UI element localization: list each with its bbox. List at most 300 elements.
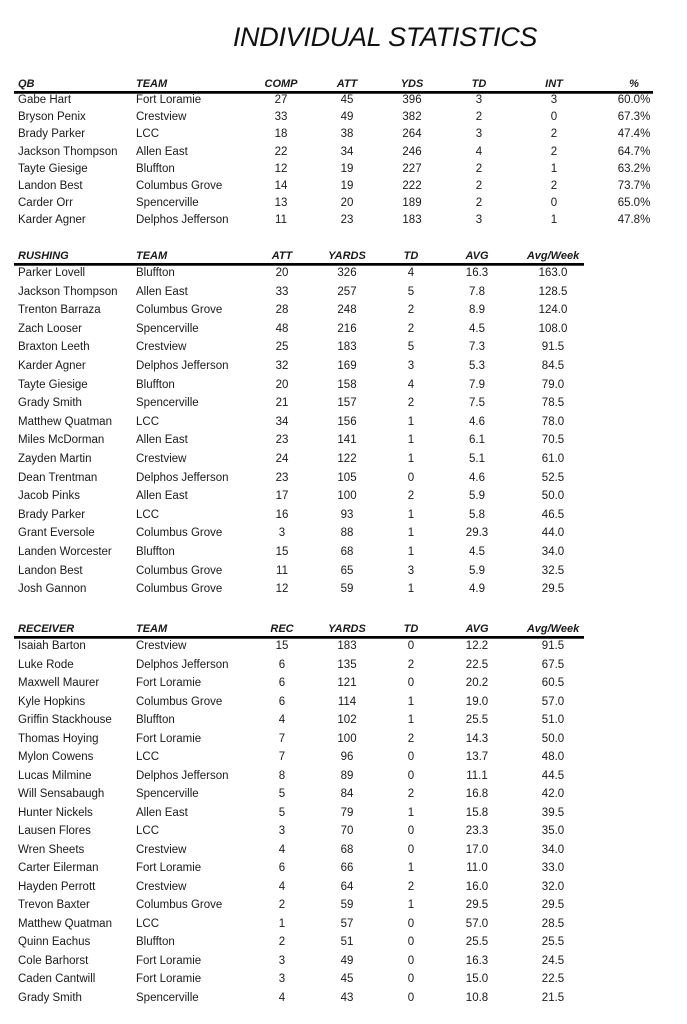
column-header: RUSHING bbox=[18, 250, 69, 262]
player-name: Brady Parker bbox=[18, 508, 86, 521]
stat-value: 89 bbox=[340, 769, 354, 782]
player-name: Hayden Perrott bbox=[18, 880, 96, 893]
stat-value: 78.5 bbox=[541, 397, 565, 410]
team-name: Columbus Grove bbox=[136, 695, 223, 708]
stat-value: 45 bbox=[340, 94, 354, 106]
stat-value: 0 bbox=[407, 936, 415, 948]
team-name: Allen East bbox=[136, 490, 188, 503]
stat-value: 15.0 bbox=[465, 973, 489, 985]
stat-value: 70.5 bbox=[541, 434, 565, 447]
team-name: Crestview bbox=[136, 880, 187, 893]
stat-value: 248 bbox=[337, 304, 357, 317]
stat-value: 1 bbox=[407, 527, 415, 540]
stat-value: 93 bbox=[340, 508, 354, 521]
stat-value: 70 bbox=[340, 825, 354, 837]
stat-value: 65.0% bbox=[617, 197, 651, 210]
player-name: Grady Smith bbox=[18, 991, 82, 1004]
stat-value: 264 bbox=[402, 128, 422, 141]
stat-value: 4 bbox=[407, 378, 415, 391]
player-name: Wren Sheets bbox=[18, 843, 85, 856]
stat-value: 21 bbox=[275, 397, 289, 410]
stat-value: 0 bbox=[407, 471, 415, 484]
stat-value: 25.5 bbox=[465, 714, 489, 726]
stat-value: 39.5 bbox=[541, 806, 565, 819]
column-header: INT bbox=[545, 78, 563, 90]
stat-value: 0 bbox=[407, 917, 415, 930]
stat-value: 1 bbox=[407, 508, 415, 521]
stat-value: 1 bbox=[407, 434, 415, 447]
player-name: Griffin Stackhouse bbox=[18, 714, 112, 726]
stat-value: 43 bbox=[340, 991, 354, 1004]
stat-value: 102 bbox=[337, 714, 357, 726]
stat-value: 163.0 bbox=[538, 267, 568, 279]
team-name: Columbus Grove bbox=[136, 304, 223, 317]
column-header: TD bbox=[471, 78, 487, 90]
player-name: Grady Smith bbox=[18, 397, 82, 410]
stat-value: 183 bbox=[402, 214, 422, 227]
stat-value: 57 bbox=[340, 917, 354, 930]
stat-value: 7 bbox=[278, 751, 286, 763]
player-name: Quinn Eachus bbox=[18, 936, 91, 948]
stat-value: 57.0 bbox=[541, 695, 565, 708]
player-name: Jackson Thompson bbox=[18, 145, 118, 158]
stat-value: 1 bbox=[407, 583, 415, 596]
player-name: Jacob Pinks bbox=[18, 490, 81, 503]
stat-value: 5.3 bbox=[469, 359, 485, 372]
stat-value: 73.7% bbox=[617, 179, 651, 192]
stat-value: 14.3 bbox=[465, 732, 489, 745]
stat-value: 4.6 bbox=[469, 471, 485, 484]
player-name: Luke Rode bbox=[18, 658, 74, 671]
stat-value: 0 bbox=[407, 677, 415, 689]
stat-value: 5 bbox=[407, 341, 415, 354]
stat-value: 257 bbox=[337, 285, 357, 298]
stat-value: 27 bbox=[274, 94, 288, 106]
column-header: Avg/Week bbox=[526, 623, 580, 635]
stat-value: 67.3% bbox=[617, 111, 651, 124]
stat-value: 2 bbox=[407, 322, 415, 335]
stat-value: 4 bbox=[407, 267, 415, 279]
stat-value: 0 bbox=[407, 751, 415, 763]
stat-value: 19 bbox=[340, 179, 354, 192]
team-name: LCC bbox=[136, 825, 160, 837]
stat-value: 0 bbox=[550, 111, 558, 124]
stat-value: 59 bbox=[340, 899, 354, 911]
player-name: Kyle Hopkins bbox=[18, 695, 86, 708]
stat-value: 8 bbox=[278, 769, 286, 782]
stat-value: 122 bbox=[337, 452, 357, 465]
stat-value: 15.8 bbox=[465, 806, 489, 819]
stat-value: 84.5 bbox=[541, 359, 565, 372]
stat-value: 11 bbox=[276, 564, 288, 577]
stat-value: 47.4% bbox=[617, 128, 651, 141]
stat-value: 20 bbox=[340, 197, 354, 210]
team-name: Delphos Jefferson bbox=[136, 214, 229, 227]
stat-value: 2 bbox=[550, 179, 558, 192]
stat-value: 2 bbox=[475, 179, 483, 192]
stat-value: 64 bbox=[340, 880, 354, 893]
stat-value: 183 bbox=[337, 640, 357, 652]
stat-value: 57.0 bbox=[465, 917, 489, 930]
stat-value: 11.1 bbox=[466, 769, 488, 782]
stat-value: 3 bbox=[407, 359, 415, 372]
stat-value: 60.5 bbox=[541, 677, 565, 689]
player-name: Landon Best bbox=[18, 564, 83, 577]
player-name: Trevon Baxter bbox=[18, 899, 90, 911]
stat-value: 34.0 bbox=[541, 843, 565, 856]
stat-value: 2 bbox=[550, 128, 558, 141]
team-name: Delphos Jefferson bbox=[136, 769, 229, 782]
stat-value: 2 bbox=[407, 304, 415, 317]
stat-value: 32.5 bbox=[541, 564, 565, 577]
player-name: Zach Looser bbox=[18, 322, 82, 335]
stat-value: 3 bbox=[278, 973, 286, 985]
player-name: Parker Lovell bbox=[18, 267, 86, 279]
stat-value: 0 bbox=[407, 769, 415, 782]
stat-value: 48.0 bbox=[541, 751, 565, 763]
stat-value: 24 bbox=[275, 452, 289, 465]
team-name: Allen East bbox=[136, 285, 188, 298]
stat-value: 16 bbox=[275, 508, 289, 521]
stat-value: 68 bbox=[340, 843, 354, 856]
stat-value: 6 bbox=[278, 695, 286, 708]
team-name: Spencerville bbox=[136, 788, 199, 800]
stat-value: 3 bbox=[278, 954, 286, 967]
team-name: Bluffton bbox=[136, 936, 175, 948]
team-name: Delphos Jefferson bbox=[136, 359, 229, 372]
stat-value: 246 bbox=[402, 145, 422, 158]
stat-value: 1 bbox=[407, 714, 415, 726]
stat-value: 1 bbox=[550, 162, 558, 175]
team-name: LCC bbox=[136, 508, 160, 521]
stat-value: 227 bbox=[402, 162, 422, 175]
player-name: Will Sensabaugh bbox=[18, 788, 105, 800]
team-name: Fort Loramie bbox=[136, 732, 202, 745]
stat-value: 24.5 bbox=[541, 954, 565, 967]
stat-value: 4.5 bbox=[469, 322, 485, 335]
stat-value: 2 bbox=[475, 111, 483, 124]
stat-value: 1 bbox=[407, 862, 415, 874]
player-name: Matthew Quatman bbox=[18, 415, 112, 428]
stat-value: 33 bbox=[274, 111, 288, 124]
stat-value: 25 bbox=[275, 341, 289, 354]
column-header: TD bbox=[403, 623, 419, 635]
stat-value: 20 bbox=[275, 378, 289, 391]
stat-value: 100 bbox=[337, 732, 357, 745]
stat-value: 3 bbox=[475, 94, 483, 106]
stat-value: 382 bbox=[402, 111, 422, 124]
stat-value: 23.3 bbox=[465, 825, 489, 837]
stat-value: 19.0 bbox=[465, 695, 489, 708]
stat-value: 2 bbox=[407, 490, 415, 503]
stat-value: 17.0 bbox=[465, 843, 489, 856]
player-name: Carter Eilerman bbox=[18, 862, 99, 874]
team-name: Allen East bbox=[136, 806, 188, 819]
stat-value: 2 bbox=[278, 899, 286, 911]
team-name: LCC bbox=[136, 917, 160, 930]
stat-value: 47.8% bbox=[617, 214, 651, 227]
stat-value: 23 bbox=[275, 471, 289, 484]
column-header: % bbox=[629, 78, 639, 90]
team-name: Bluffton bbox=[136, 267, 175, 279]
stat-value: 50.0 bbox=[541, 732, 565, 745]
stat-value: 16.3 bbox=[465, 267, 489, 279]
player-name: Isaiah Barton bbox=[18, 640, 86, 652]
stat-value: 46.5 bbox=[541, 508, 565, 521]
stat-value: 50.0 bbox=[541, 490, 565, 503]
stat-value: 100 bbox=[337, 490, 357, 503]
column-header: RECEIVER bbox=[18, 623, 75, 635]
team-name: Fort Loramie bbox=[136, 862, 202, 874]
team-name: Crestview bbox=[136, 843, 187, 856]
player-name: Gabe Hart bbox=[18, 94, 72, 106]
column-header: YARDS bbox=[328, 623, 366, 635]
stat-value: 79.0 bbox=[541, 378, 565, 391]
stat-value: 4.9 bbox=[469, 583, 485, 596]
player-name: Braxton Leeth bbox=[18, 341, 90, 354]
player-name: Dean Trentman bbox=[18, 471, 98, 484]
stat-value: 25.5 bbox=[541, 936, 565, 948]
player-name: Tayte Giesige bbox=[18, 378, 88, 391]
stat-value: 16.0 bbox=[465, 880, 489, 893]
player-name: Mylon Cowens bbox=[18, 751, 94, 763]
stat-value: 3 bbox=[475, 214, 483, 227]
stat-value: 7.9 bbox=[469, 378, 485, 391]
stat-value: 59 bbox=[340, 583, 354, 596]
stat-value: 0 bbox=[407, 954, 415, 967]
stat-value: 1 bbox=[407, 545, 415, 558]
stat-value: 2 bbox=[407, 880, 415, 893]
team-name: Columbus Grove bbox=[136, 527, 223, 540]
stat-value: 0 bbox=[407, 825, 415, 837]
team-name: Columbus Grove bbox=[136, 583, 223, 596]
player-name: Landen Worcester bbox=[18, 545, 112, 558]
stat-value: 2 bbox=[550, 145, 558, 158]
stat-value: 189 bbox=[402, 197, 422, 210]
stat-value: 3 bbox=[278, 527, 286, 540]
player-name: Jackson Thompson bbox=[18, 285, 118, 298]
column-header: QB bbox=[18, 78, 35, 90]
stat-value: 29.5 bbox=[541, 583, 565, 596]
player-name: Lucas Milmine bbox=[18, 769, 92, 782]
team-name: Fort Loramie bbox=[136, 94, 202, 106]
column-header: YDS bbox=[400, 78, 424, 90]
stat-value: 44.5 bbox=[541, 769, 565, 782]
team-name: Columbus Grove bbox=[136, 179, 223, 192]
stat-value: 1 bbox=[407, 415, 415, 428]
stat-value: 49 bbox=[340, 954, 354, 967]
stat-value: 68 bbox=[340, 545, 354, 558]
column-header: TEAM bbox=[136, 250, 168, 262]
team-name: LCC bbox=[136, 415, 160, 428]
stat-value: 34 bbox=[275, 415, 289, 428]
header-divider bbox=[14, 263, 584, 266]
stat-value: 4 bbox=[278, 991, 286, 1004]
stat-value: 2 bbox=[407, 397, 415, 410]
stat-value: 396 bbox=[402, 94, 422, 106]
stat-value: 96 bbox=[340, 751, 354, 763]
player-name: Cole Barhorst bbox=[18, 954, 89, 967]
column-header: ATT bbox=[336, 78, 358, 90]
stat-value: 20.2 bbox=[465, 677, 489, 689]
stat-value: 128.5 bbox=[538, 285, 568, 298]
team-name: Allen East bbox=[136, 434, 188, 447]
team-name: Bluffton bbox=[136, 714, 175, 726]
player-name: Caden Cantwill bbox=[18, 973, 96, 985]
stat-value: 3 bbox=[278, 825, 286, 837]
stat-value: 4 bbox=[278, 880, 286, 893]
team-name: Crestview bbox=[136, 640, 187, 652]
stat-value: 91.5 bbox=[541, 640, 565, 652]
stat-value: 22 bbox=[274, 145, 288, 158]
team-name: Columbus Grove bbox=[136, 564, 223, 577]
stat-value: 4 bbox=[475, 145, 483, 158]
stat-value: 6 bbox=[278, 862, 286, 874]
stat-value: 22.5 bbox=[465, 658, 489, 671]
column-header: Avg/Week bbox=[526, 250, 580, 262]
stat-value: 78.0 bbox=[541, 415, 565, 428]
stat-value: 65 bbox=[340, 564, 354, 577]
stat-value: 1 bbox=[278, 917, 286, 930]
column-header: ATT bbox=[271, 250, 293, 262]
stat-value: 1 bbox=[407, 806, 415, 819]
stat-value: 6 bbox=[278, 658, 286, 671]
stat-value: 216 bbox=[337, 322, 357, 335]
stat-value: 66 bbox=[340, 862, 354, 874]
stat-value: 5 bbox=[278, 806, 286, 819]
stat-value: 4 bbox=[278, 843, 286, 856]
player-name: Trenton Barraza bbox=[18, 304, 101, 317]
player-name: Lausen Flores bbox=[18, 825, 91, 837]
stat-value: 38 bbox=[340, 128, 354, 141]
player-name: Brady Parker bbox=[18, 128, 86, 141]
stat-value: 52.5 bbox=[541, 471, 565, 484]
stat-value: 183 bbox=[337, 341, 357, 354]
team-name: Crestview bbox=[136, 452, 187, 465]
stat-value: 2 bbox=[475, 162, 483, 175]
stat-value: 18 bbox=[274, 128, 288, 141]
stat-value: 7 bbox=[278, 732, 286, 745]
player-name: Carder Orr bbox=[18, 197, 73, 210]
column-header: COMP bbox=[264, 78, 298, 90]
stat-value: 6 bbox=[278, 677, 286, 689]
team-name: Bluffton bbox=[136, 378, 175, 391]
stat-value: 326 bbox=[337, 267, 357, 279]
stat-value: 5.8 bbox=[469, 508, 485, 521]
team-name: Spencerville bbox=[136, 991, 199, 1004]
stat-value: 28.5 bbox=[541, 917, 565, 930]
stat-value: 4 bbox=[278, 714, 286, 726]
header-divider bbox=[14, 636, 584, 639]
stat-value: 108.0 bbox=[538, 322, 568, 335]
column-header: TEAM bbox=[136, 78, 168, 90]
stat-value: 8.9 bbox=[469, 304, 485, 317]
stat-value: 64.7% bbox=[617, 145, 651, 158]
stat-value: 17 bbox=[275, 490, 289, 503]
player-name: Landon Best bbox=[18, 179, 83, 192]
stat-value: 0 bbox=[550, 197, 558, 210]
stat-value: 33.0 bbox=[541, 862, 565, 874]
stat-value: 51.0 bbox=[541, 714, 565, 726]
stat-value: 16.3 bbox=[465, 954, 489, 967]
column-header: TD bbox=[403, 250, 419, 262]
column-header: AVG bbox=[465, 250, 489, 262]
stat-value: 7.3 bbox=[469, 341, 485, 354]
stat-value: 0 bbox=[407, 640, 415, 652]
player-name: Bryson Penix bbox=[18, 111, 86, 124]
team-name: Allen East bbox=[136, 145, 188, 158]
stat-value: 169 bbox=[337, 359, 357, 372]
team-name: LCC bbox=[136, 128, 160, 141]
stat-value: 13 bbox=[274, 197, 288, 210]
stat-value: 105 bbox=[337, 471, 357, 484]
stat-value: 60.0% bbox=[617, 94, 651, 106]
stat-value: 67.5 bbox=[541, 658, 565, 671]
stat-value: 1 bbox=[407, 452, 415, 465]
player-name: Karder Agner bbox=[18, 359, 86, 372]
column-header: YARDS bbox=[328, 250, 366, 262]
stat-value: 15 bbox=[275, 640, 289, 652]
stat-value: 16.8 bbox=[465, 788, 489, 800]
stat-value: 42.0 bbox=[541, 788, 565, 800]
team-name: LCC bbox=[136, 751, 160, 763]
stat-value: 91.5 bbox=[541, 341, 565, 354]
team-name: Bluffton bbox=[136, 545, 175, 558]
stat-value: 29.5 bbox=[465, 899, 489, 911]
stat-value: 34 bbox=[340, 145, 354, 158]
stat-value: 2 bbox=[278, 936, 286, 948]
stat-value: 124.0 bbox=[538, 304, 568, 317]
team-name: Crestview bbox=[136, 341, 187, 354]
stat-value: 141 bbox=[337, 434, 357, 447]
stat-value: 44.0 bbox=[541, 527, 565, 540]
stat-value: 29.5 bbox=[541, 899, 565, 911]
player-name: Tayte Giesige bbox=[18, 162, 88, 175]
stat-value: 88 bbox=[340, 527, 354, 540]
stat-value: 4.5 bbox=[469, 545, 485, 558]
stat-value: 23 bbox=[275, 434, 289, 447]
stat-value: 51 bbox=[340, 936, 354, 948]
stat-value: 3 bbox=[550, 94, 558, 106]
stat-value: 33 bbox=[275, 285, 289, 298]
stat-value: 4.6 bbox=[469, 415, 485, 428]
team-name: Spencerville bbox=[136, 322, 199, 335]
stat-value: 20 bbox=[275, 267, 289, 279]
stat-value: 79 bbox=[340, 806, 354, 819]
team-name: Columbus Grove bbox=[136, 899, 223, 911]
column-header: TEAM bbox=[136, 623, 168, 635]
stat-value: 1 bbox=[407, 899, 415, 911]
stat-value: 19 bbox=[340, 162, 354, 175]
player-name: Grant Eversole bbox=[18, 527, 95, 540]
team-name: Spencerville bbox=[136, 197, 199, 210]
stat-value: 14 bbox=[274, 179, 288, 192]
team-name: Fort Loramie bbox=[136, 973, 202, 985]
stat-value: 135 bbox=[337, 658, 357, 671]
stat-value: 121 bbox=[337, 677, 357, 689]
stat-value: 29.3 bbox=[465, 527, 489, 540]
player-name: Hunter Nickels bbox=[18, 806, 93, 819]
stat-value: 158 bbox=[337, 378, 357, 391]
stat-value: 5 bbox=[407, 285, 415, 298]
team-name: Crestview bbox=[136, 111, 187, 124]
stat-value: 222 bbox=[402, 179, 422, 192]
column-header: AVG bbox=[465, 623, 489, 635]
player-name: Karder Agner bbox=[18, 214, 86, 227]
stat-value: 11.0 bbox=[466, 862, 488, 874]
stat-value: 28 bbox=[275, 304, 289, 317]
stat-value: 49 bbox=[340, 111, 354, 124]
